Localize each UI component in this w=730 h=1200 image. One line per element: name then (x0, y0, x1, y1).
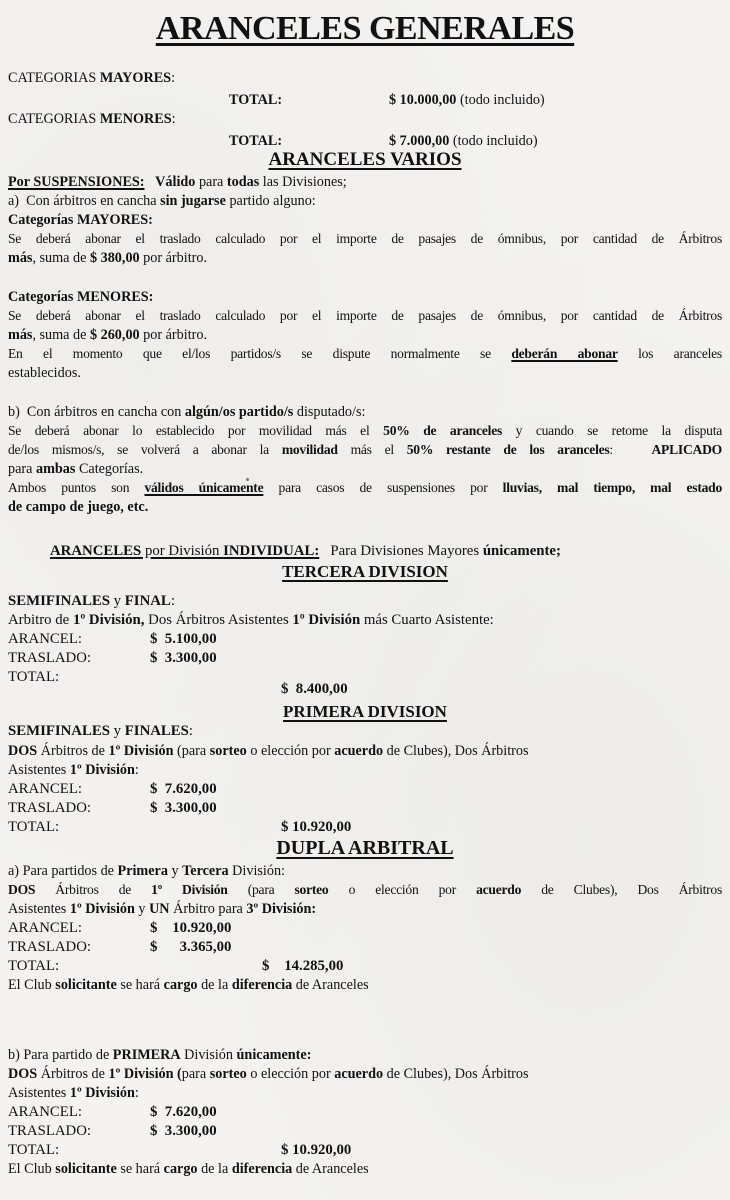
text: : (188, 723, 194, 739)
text: : (171, 111, 176, 127)
text-bold: MAYORES (99, 70, 172, 86)
tercera-total-label: TOTAL: (8, 669, 60, 685)
dupla-b-arancel-value (150, 1103, 217, 1121)
text: para (195, 174, 227, 190)
primera-total-value (281, 818, 351, 836)
text: se hará (116, 977, 164, 993)
section-heading-primera (0, 701, 730, 723)
text: de Clubes), Dos Árbitros (383, 1066, 529, 1082)
amount: $ 3.300,00 (150, 800, 217, 816)
dupla-b-total-label: TOTAL: (8, 1142, 60, 1158)
text: Para Divisiones Mayores (319, 543, 483, 559)
text: , suma de (32, 327, 90, 343)
text-bold: 1º División ( (108, 1066, 182, 1082)
text: se hará (116, 1161, 164, 1177)
text-bold: más (8, 250, 33, 266)
text-bold: diferencia (231, 1161, 293, 1177)
section-heading-dupla (0, 837, 730, 859)
text-bold-underline: deberán abonar (511, 346, 618, 361)
text: División: (228, 863, 285, 879)
amount: $ 10.920,00 (281, 1142, 352, 1158)
text: (todo incluido) (449, 133, 538, 149)
primera-traslado-value (150, 799, 217, 817)
text-bold: sorteo (294, 882, 329, 897)
text: CATEGORIAS (8, 70, 100, 86)
tercera-arancel-label: ARANCEL: (8, 631, 82, 647)
text-bold: 1º División (292, 612, 361, 628)
menores-paragraph-line1: Se deberá abonar el traslado calculado por el importe de pasajes de ómnibus, por cantidad de Árbitros (8, 308, 722, 323)
text-bold: de campo de juego, etc. (8, 499, 149, 515)
text: Categorías. (75, 461, 144, 477)
text-bold: APLICADO (651, 442, 722, 457)
text: y (109, 593, 125, 609)
text: : (171, 70, 176, 86)
text: Ambos puntos son (8, 480, 145, 495)
dupla-a-arancel-value (150, 919, 231, 937)
primera-traslado-label: TRASLADO: (8, 800, 92, 816)
dupla-a-traslado-label: TRASLADO: (8, 939, 92, 955)
dupla-a-intro (8, 862, 285, 880)
text: las Divisiones; (259, 174, 347, 190)
mayores-paragraph-line1: Se deberá abonar el traslado calculado por el importe de pasajes de ómnibus, por cantidad de Árbitros (8, 231, 722, 246)
text-bold: PRIMERA (112, 1047, 181, 1063)
ambos-line2 (8, 498, 148, 516)
text-bold: algún/os partido/s (184, 404, 294, 420)
text: : (134, 1085, 139, 1101)
page-title (0, 10, 730, 48)
amount: $ 380,00 (89, 250, 140, 266)
tercera-traslado-label: TRASLADO: (8, 650, 92, 666)
text-bold: diferencia (231, 977, 293, 993)
text-underline: por División (141, 543, 224, 559)
primera-sub (8, 722, 193, 740)
text-bold: solicitante (55, 1161, 117, 1177)
text: de/los mismos/s, se volverá a abonar la (8, 442, 282, 457)
text-bold: únicamente: (236, 1047, 312, 1063)
dupla-a-note (8, 976, 369, 994)
text: disputado/s: (293, 404, 366, 420)
dupla-a-desc2 (8, 900, 316, 918)
text: de Aranceles (292, 1161, 369, 1177)
item-b (8, 403, 365, 421)
text: : (134, 762, 139, 778)
amount: $ 3.300,00 (150, 1123, 217, 1139)
text: o elección por (246, 743, 335, 759)
dupla-a-traslado-value (150, 938, 231, 956)
item-a (8, 192, 316, 210)
text-bold: solicitante (55, 977, 117, 993)
menores-label (8, 110, 176, 128)
dupla-a-total-label: TOTAL: (8, 958, 60, 974)
text-bold: acuerdo (334, 743, 384, 759)
text: más el (337, 442, 407, 457)
amount: $ 5.100,00 (150, 631, 217, 647)
text-bold: DOS (8, 743, 38, 759)
text-bold: únicamente; (482, 543, 561, 559)
text: y (134, 901, 150, 917)
text-bold: 3º División: (246, 901, 317, 917)
mayores-label (8, 69, 175, 87)
mayores-heading (8, 211, 153, 229)
text-bold: todas (226, 174, 260, 190)
text: Árbitros de (35, 882, 152, 897)
section-heading-tercera (0, 561, 730, 583)
amount: $ 10.920,00 (281, 819, 352, 835)
text: a) Para partidos de (8, 863, 118, 879)
text: : (170, 593, 175, 609)
text: , suma de (32, 250, 90, 266)
text-bold: ambas (35, 461, 76, 477)
amount: $ 7.620,00 (150, 1104, 217, 1120)
menores-total-label (229, 132, 282, 150)
text: b) Para partido de (8, 1047, 113, 1063)
text-bold: SEMIFINALES (8, 723, 110, 739)
menores-heading (8, 288, 153, 306)
amount: $ 7.000,00 (389, 133, 450, 149)
text-bold: Tercera (182, 863, 229, 879)
text-bold: UN (149, 901, 170, 917)
dupla-b-traslado-label: TRASLADO: (8, 1123, 92, 1139)
primera-arancel-label: ARANCEL: (8, 781, 82, 797)
text-bold: lluvias, mal tiempo, mal estado (502, 480, 722, 495)
suspensiones-label: Por SUSPENSIONES: (8, 174, 145, 190)
dupla-b-total-value (281, 1141, 351, 1159)
tercera-traslado-value (150, 649, 217, 667)
text-bold: 1º División (151, 882, 228, 897)
text: b) Con árbitros en cancha con (8, 404, 185, 420)
text-bold: TOTAL: (229, 133, 283, 149)
text-bold-underline: ARANCELES (50, 543, 142, 559)
text: o elección por (246, 1066, 335, 1082)
text-bold: más (8, 327, 33, 343)
text: En el momento que el/los partidos/s se dispute normalmente se (8, 346, 512, 361)
page-title-text: ARANCELES GENERALES (155, 10, 575, 47)
text-bold: Categorías MENORES: (8, 289, 154, 305)
text: o elección por (328, 882, 477, 897)
mayores-total-label (229, 91, 282, 109)
text: Se deberá abonar lo establecido por movilidad más el (8, 423, 384, 438)
text: Asistentes (8, 1085, 70, 1101)
text: de la (197, 1161, 232, 1177)
tercera-total-value (281, 680, 348, 698)
text-bold: Válido (155, 174, 196, 190)
text: de Aranceles (292, 977, 369, 993)
amount: $ 8.400,00 (281, 681, 348, 697)
text-bold: sin jugarse (160, 193, 226, 209)
amount: $ 7.620,00 (150, 781, 217, 797)
item-b-line2 (8, 441, 722, 459)
menores-paragraph-line2 (8, 326, 207, 344)
text: (para (173, 743, 210, 759)
amount: $ 10.920,00 (150, 920, 232, 936)
text-bold: FINAL (124, 593, 171, 609)
text-bold: acuerdo (476, 882, 522, 897)
text: los aranceles (617, 346, 722, 361)
primera-arancel-value (150, 780, 217, 798)
text: Arbitro de (8, 612, 73, 628)
text-bold-underline: válidos únicamente (144, 480, 264, 495)
amount: $ 10.000,00 (389, 92, 457, 108)
primera-desc2 (8, 761, 139, 779)
individual-heading (50, 542, 561, 560)
text: partido alguno: (225, 193, 316, 209)
text: y (109, 723, 125, 739)
text: para (181, 1066, 210, 1082)
ambos-line1 (8, 479, 722, 497)
tercera-sub (8, 592, 175, 610)
amount: $ 260,00 (89, 327, 140, 343)
text: (todo incluido) (456, 92, 545, 108)
primera-desc (8, 742, 529, 760)
text-bold: sorteo (209, 743, 247, 759)
item-b-line3 (8, 460, 143, 478)
text-bold: FINALES (124, 723, 189, 739)
text: : (609, 442, 652, 457)
text-bold: 50% restante de los aranceles (406, 442, 610, 457)
text: El Club (8, 1161, 56, 1177)
text-bold: DOS (8, 882, 36, 897)
primera-total-label: TOTAL: (8, 819, 60, 835)
tercera-arancel-value (150, 630, 217, 648)
text: para casos de suspensiones por (263, 480, 503, 495)
mayores-paragraph-line2 (8, 249, 207, 267)
dupla-b-note (8, 1160, 369, 1178)
mayores-total-value (389, 91, 545, 109)
text-bold: MENORES (99, 111, 172, 127)
text: CATEGORIAS (8, 111, 100, 127)
text: Asistentes (8, 762, 70, 778)
text: Árbitros de (37, 743, 109, 759)
text: de Clubes), Dos Árbitros (521, 882, 723, 897)
text-bold: 1º División (69, 762, 135, 778)
text: Árbitros de (37, 1066, 109, 1082)
amount: $ 3.365,00 (150, 939, 232, 955)
text-bold: Categorías MAYORES: (8, 212, 153, 228)
text-bold: Primera (117, 863, 168, 879)
dupla-b-desc (8, 1065, 529, 1083)
dupla-b-arancel-label: ARANCEL: (8, 1104, 82, 1120)
amount: $ 14.285,00 (262, 958, 344, 974)
item-b-line1 (8, 422, 722, 440)
dupla-a-total-value (262, 957, 343, 975)
dupla-b-intro (8, 1046, 311, 1064)
amount: $ 3.300,00 (150, 650, 217, 666)
text: (para (227, 882, 295, 897)
heading-text: ARANCELES VARIOS (268, 149, 462, 170)
suspensiones-line (8, 173, 347, 191)
text: de la (197, 977, 232, 993)
text-bold: sorteo (209, 1066, 247, 1082)
text: por árbitro. (139, 327, 207, 343)
dupla-a-arancel-label: ARANCEL: (8, 920, 82, 936)
text: Dos Árbitros Asistentes (144, 612, 293, 628)
heading-text: PRIMERA DIVISION (283, 702, 447, 721)
text-bold: movilidad (281, 442, 338, 457)
text: y (167, 863, 183, 879)
text-bold: acuerdo (334, 1066, 384, 1082)
text: División (180, 1047, 237, 1063)
text-bold: 50% de aranceles (383, 423, 503, 438)
text-bold: 1º División (108, 743, 174, 759)
momento-line2: establecidos. (8, 365, 81, 381)
text-bold: DOS (8, 1066, 38, 1082)
text: y cuando se retome la disputa (502, 423, 723, 438)
heading-text: TERCERA DIVISION (282, 562, 448, 581)
text: de Clubes), Dos Árbitros (383, 743, 529, 759)
dupla-a-desc (8, 881, 722, 899)
menores-total-value (389, 132, 538, 150)
dupla-b-traslado-value (150, 1122, 217, 1140)
text-bold: 1º División, (72, 612, 145, 628)
text-bold: 1º División (69, 901, 135, 917)
momento-line1 (8, 345, 722, 363)
section-heading-varios (0, 149, 730, 171)
text: para (8, 461, 36, 477)
dupla-b-desc2 (8, 1084, 139, 1102)
text-bold: cargo (163, 1161, 198, 1177)
text: Árbitro para (169, 901, 247, 917)
text-bold: TOTAL: (229, 92, 283, 108)
text: por árbitro. (139, 250, 207, 266)
text: El Club (8, 977, 56, 993)
text-bold: cargo (163, 977, 198, 993)
heading-text: DUPLA ARBITRAL (276, 837, 454, 859)
tercera-desc (8, 611, 494, 629)
text: Asistentes (8, 901, 70, 917)
text-bold-underline: INDIVIDUAL: (223, 543, 320, 559)
text-bold: SEMIFINALES (8, 593, 110, 609)
text: a) Con árbitros en cancha (8, 193, 161, 209)
text-bold: 1º División (69, 1085, 135, 1101)
text: más Cuarto Asistente: (360, 612, 494, 628)
